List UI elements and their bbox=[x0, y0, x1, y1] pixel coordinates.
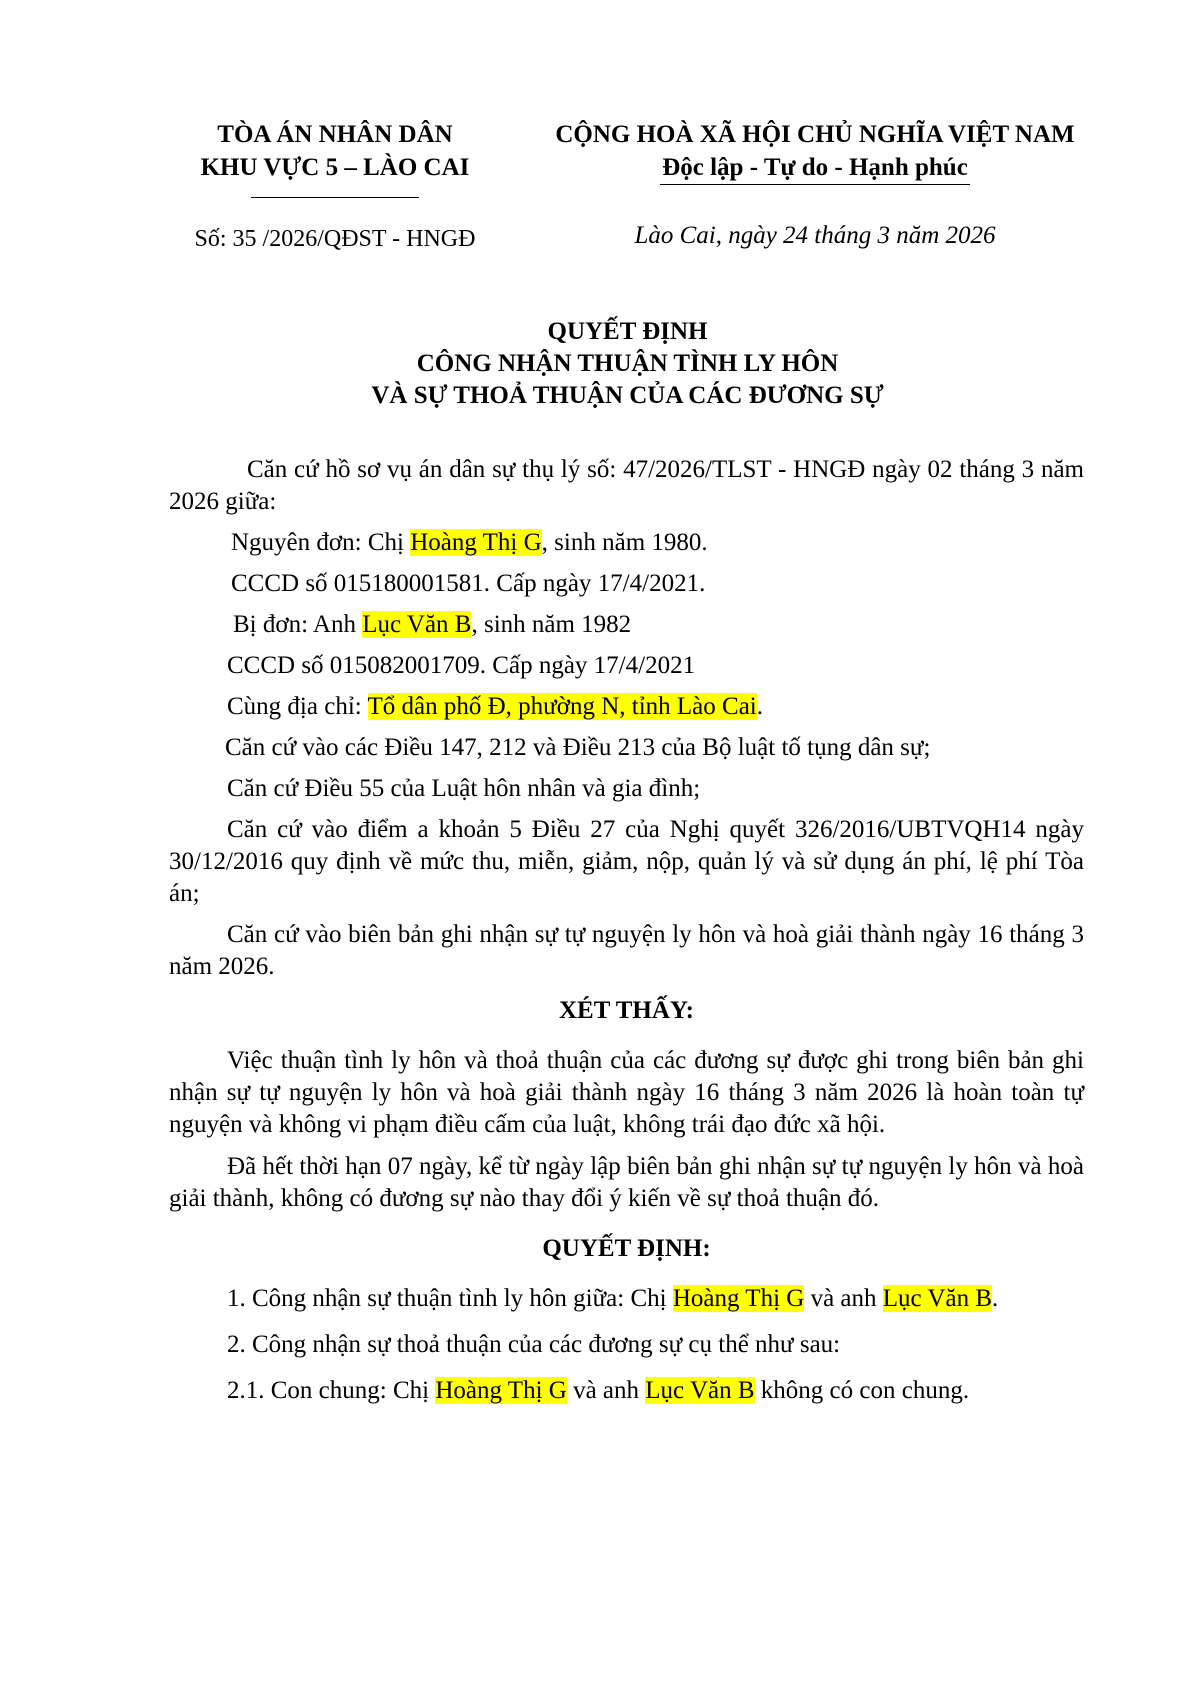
document-number: Số: 35 /2026/QĐST - HNGĐ bbox=[194, 226, 476, 252]
plaintiff-birth: , sinh năm 1980. bbox=[541, 529, 708, 556]
decision-item-1-text: 1. Công nhận sự thuận tình ly hôn giữa: Chị bbox=[227, 1285, 673, 1312]
defendant-name: Lục Văn B bbox=[362, 611, 472, 638]
basis-case-paragraph: Căn cứ hồ sơ vụ án dân sự thụ lý số: 47/2026/TLST - HNGĐ ngày 02 tháng 3 năm 2026 giữa: bbox=[169, 456, 1084, 515]
basis-record-paragraph: Căn cứ vào biên bản ghi nhận sự tự nguyện ly hôn và hoà giải thành ngày 16 tháng 3 năm 2026. bbox=[169, 921, 1084, 980]
title-line-1: QUYẾT ĐỊNH bbox=[547, 318, 708, 345]
document-body bbox=[169, 454, 1084, 1407]
document-title bbox=[150, 316, 1105, 412]
national-header bbox=[525, 118, 1105, 185]
shared-address: Tổ dân phố Đ, phường N, tỉnh Lào Cai bbox=[367, 693, 757, 720]
decision-item-2-1-husband: Lục Văn B bbox=[645, 1377, 755, 1404]
findings-paragraph-2: Đã hết thời hạn 07 ngày, kể từ ngày lập biên bản ghi nhận sự tự nguyện ly hôn và hoà giải thành, không có đương sự nào thay đổi ý kiến về sự thoả thuận đó. bbox=[169, 1153, 1084, 1212]
court-region: KHU VỰC 5 – LÀO CAI bbox=[200, 154, 470, 181]
national-motto: Độc lập - Tự do - Hạnh phúc bbox=[660, 151, 970, 185]
basis-articles-line: Căn cứ vào các Điều 147, 212 và Điều 213 của Bộ luật tố tụng dân sự; bbox=[225, 734, 931, 761]
decision-heading: QUYẾT ĐỊNH: bbox=[542, 1235, 711, 1262]
address-end: . bbox=[756, 693, 763, 720]
defendant-birth: , sinh năm 1982 bbox=[471, 611, 632, 638]
decision-item-1-wife: Hoàng Thị G bbox=[672, 1285, 805, 1312]
court-header-underline bbox=[251, 197, 419, 198]
decision-item-2-1-end: không có con chung. bbox=[754, 1377, 970, 1404]
defendant-label: Bị đơn: Anh bbox=[233, 611, 363, 638]
basis-marriage-law-line: Căn cứ Điều 55 của Luật hôn nhân và gia đình; bbox=[227, 775, 701, 802]
basis-resolution-paragraph: Căn cứ vào điểm a khoản 5 Điều 27 của Nghị quyết 326/2016/UBTVQH14 ngày 30/12/2016 quy định về mức thu, miễn, giảm, nộp, quản lý và sử dụng án phí, lệ phí Tòa án; bbox=[169, 816, 1084, 907]
title-line-3: VÀ SỰ THOẢ THUẬN CỦA CÁC ĐƯƠNG SỰ bbox=[371, 382, 884, 409]
findings-heading: XÉT THẤY: bbox=[558, 997, 694, 1024]
defendant-id-line: CCCD số 015082001709. Cấp ngày 17/4/2021 bbox=[227, 652, 696, 679]
decision-item-2-1-text: 2.1. Con chung: Chị bbox=[227, 1377, 436, 1404]
court-header bbox=[150, 118, 520, 198]
plaintiff-line bbox=[169, 527, 1084, 559]
address-label: Cùng địa chỉ: bbox=[227, 693, 368, 720]
address-line bbox=[169, 691, 1084, 723]
decision-item-2-1 bbox=[169, 1375, 1084, 1407]
decision-item-2: 2. Công nhận sự thoả thuận của các đương sự cụ thể như sau: bbox=[227, 1331, 841, 1358]
decision-item-1-end: . bbox=[992, 1285, 999, 1312]
plaintiff-id-line: CCCD số 015180001581. Cấp ngày 17/4/2021. bbox=[231, 570, 706, 597]
decision-item-1-husband: Lục Văn B bbox=[882, 1285, 993, 1312]
decision-item-1-mid: và anh bbox=[804, 1285, 883, 1312]
plaintiff-label: Nguyên đơn: Chị bbox=[231, 529, 411, 556]
title-line-2: CÔNG NHẬN THUẬN TÌNH LY HÔN bbox=[416, 350, 839, 377]
nation-name: CỘNG HOÀ XÃ HỘI CHỦ NGHĨA VIỆT NAM bbox=[555, 121, 1075, 148]
court-name: TÒA ÁN NHÂN DÂN bbox=[217, 121, 453, 148]
decision-item-2-1-wife: Hoàng Thị G bbox=[435, 1377, 567, 1404]
defendant-line bbox=[169, 609, 1084, 641]
decision-item-1 bbox=[169, 1283, 1084, 1315]
decision-item-2-1-mid: và anh bbox=[566, 1377, 646, 1404]
plaintiff-name: Hoàng Thị G bbox=[410, 529, 542, 556]
findings-paragraph-1: Việc thuận tình ly hôn và thoả thuận của các đương sự được ghi trong biên bản ghi nhận sự tự nguyện ly hôn và hoà giải thành ngày 16 tháng 3 năm 2026 là hoàn toàn tự nguyện và không vi phạm điều cấm của luật, không trái đạo đức xã hội. bbox=[169, 1047, 1084, 1138]
place-date: Lào Cai, ngày 24 tháng 3 năm 2026 bbox=[634, 222, 996, 249]
